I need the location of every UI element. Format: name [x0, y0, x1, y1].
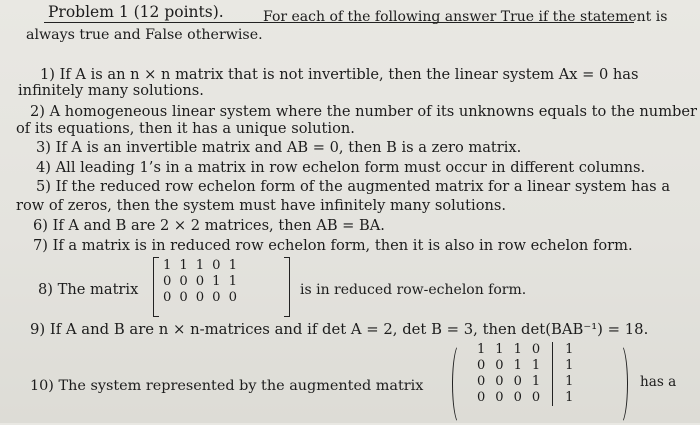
matrix-10: [472, 342, 579, 406]
item-10-suffix: has a: [640, 374, 677, 390]
item-5-line-1: 5) If the reduced row echelon form of the augmented matrix for a linear system has a: [36, 178, 671, 195]
item-7: 7) If a matrix is in reduced row echelon form, then it is also in row echelon form.: [33, 237, 633, 254]
item-4: 4) All leading 1’s in a matrix in row echelon form must occur in different columns.: [36, 159, 646, 176]
matrix-cell: 1: [477, 342, 486, 357]
matrix-cell: 0: [527, 342, 553, 358]
matrix-cell: 1: [228, 274, 237, 289]
matrix-cell: 1: [565, 390, 574, 405]
item-5-line-2: row of zeros, then the system must have infinitely many solutions.: [16, 197, 507, 214]
item-1-line-2: infinitely many solutions.: [18, 82, 204, 99]
matrix-8-row: [159, 274, 241, 290]
matrix-cell: 0: [212, 258, 221, 273]
matrix-cell: 1: [565, 374, 574, 389]
matrix-cell: 0: [212, 290, 221, 305]
matrix-8-row: [159, 258, 241, 274]
problem-title: Problem 1 (12 points).: [48, 3, 224, 21]
matrix-cell: 1: [179, 258, 188, 273]
matrix-10-row: [472, 390, 579, 406]
matrix-cell: 1: [513, 358, 522, 373]
item-8-prefix: 8) The matrix: [38, 281, 139, 298]
matrix-cell: 0: [495, 358, 504, 373]
matrix-cell: 0: [477, 358, 486, 373]
item-3: 3) If A is an invertible matrix and AB = 0, then B is a zero matrix.: [36, 139, 522, 156]
matrix-10-row: [472, 374, 579, 390]
matrix-10-row: [472, 358, 579, 374]
matrix-cell: 0: [513, 390, 522, 405]
matrix-cell: 1: [527, 358, 553, 374]
matrix-10-right-paren: [612, 343, 628, 425]
matrix-8-right-bracket: [284, 257, 290, 317]
item-10-prefix: 10) The system represented by the augmented matrix: [30, 378, 424, 394]
matrix-cell: 0: [513, 374, 522, 389]
instruction-line-2: always true and False otherwise.: [26, 27, 263, 43]
matrix-cell: 1: [495, 342, 504, 357]
matrix-cell: 1: [212, 274, 221, 289]
matrix-10-row: [472, 342, 579, 358]
matrix-cell: 0: [495, 374, 504, 389]
item-2-line-2: of its equations, then it has a unique solution.: [16, 120, 355, 137]
matrix-cell: 0: [163, 274, 172, 289]
matrix-cell: 0: [163, 290, 172, 305]
matrix-cell: 0: [195, 274, 205, 289]
item-1-line-1: 1) If A is an n × n matrix that is not invertible, then the linear system Ax = 0 has: [40, 66, 639, 83]
item-8-suffix: is in reduced row-echelon form.: [300, 282, 527, 298]
item-9: 9) If A and B are n × n-matrices and if det A = 2, det B = 3, then det(BAB⁻¹) = 18.: [30, 321, 649, 338]
item-2-line-1: 2) A homogeneous linear system where the number of its unknowns equals to the number: [30, 103, 697, 120]
matrix-cell: 1: [228, 258, 237, 273]
matrix-cell: 0: [495, 390, 504, 405]
matrix-cell: 0: [228, 290, 237, 305]
matrix-8-row: [159, 290, 241, 306]
matrix-cell: 0: [179, 290, 188, 305]
matrix-cell: 1: [565, 358, 574, 373]
item-6: 6) If A and B are 2 × 2 matrices, then AB = BA.: [33, 217, 385, 234]
matrix-cell: 1: [163, 258, 172, 273]
matrix-cell: 0: [527, 390, 553, 406]
instruction-line-1: For each of the following answer True if the statement is: [263, 9, 668, 25]
matrix-cell: 1: [527, 374, 553, 390]
matrix-cell: 1: [195, 258, 205, 273]
matrix-cell: 0: [477, 374, 486, 389]
matrix-cell: 0: [195, 290, 205, 305]
matrix-10-left-paren: [452, 343, 468, 425]
matrix-cell: 0: [477, 390, 486, 405]
matrix-cell: 0: [179, 274, 188, 289]
matrix-cell: 1: [565, 342, 574, 357]
matrix-8: [159, 258, 241, 306]
matrix-cell: 1: [513, 342, 522, 357]
